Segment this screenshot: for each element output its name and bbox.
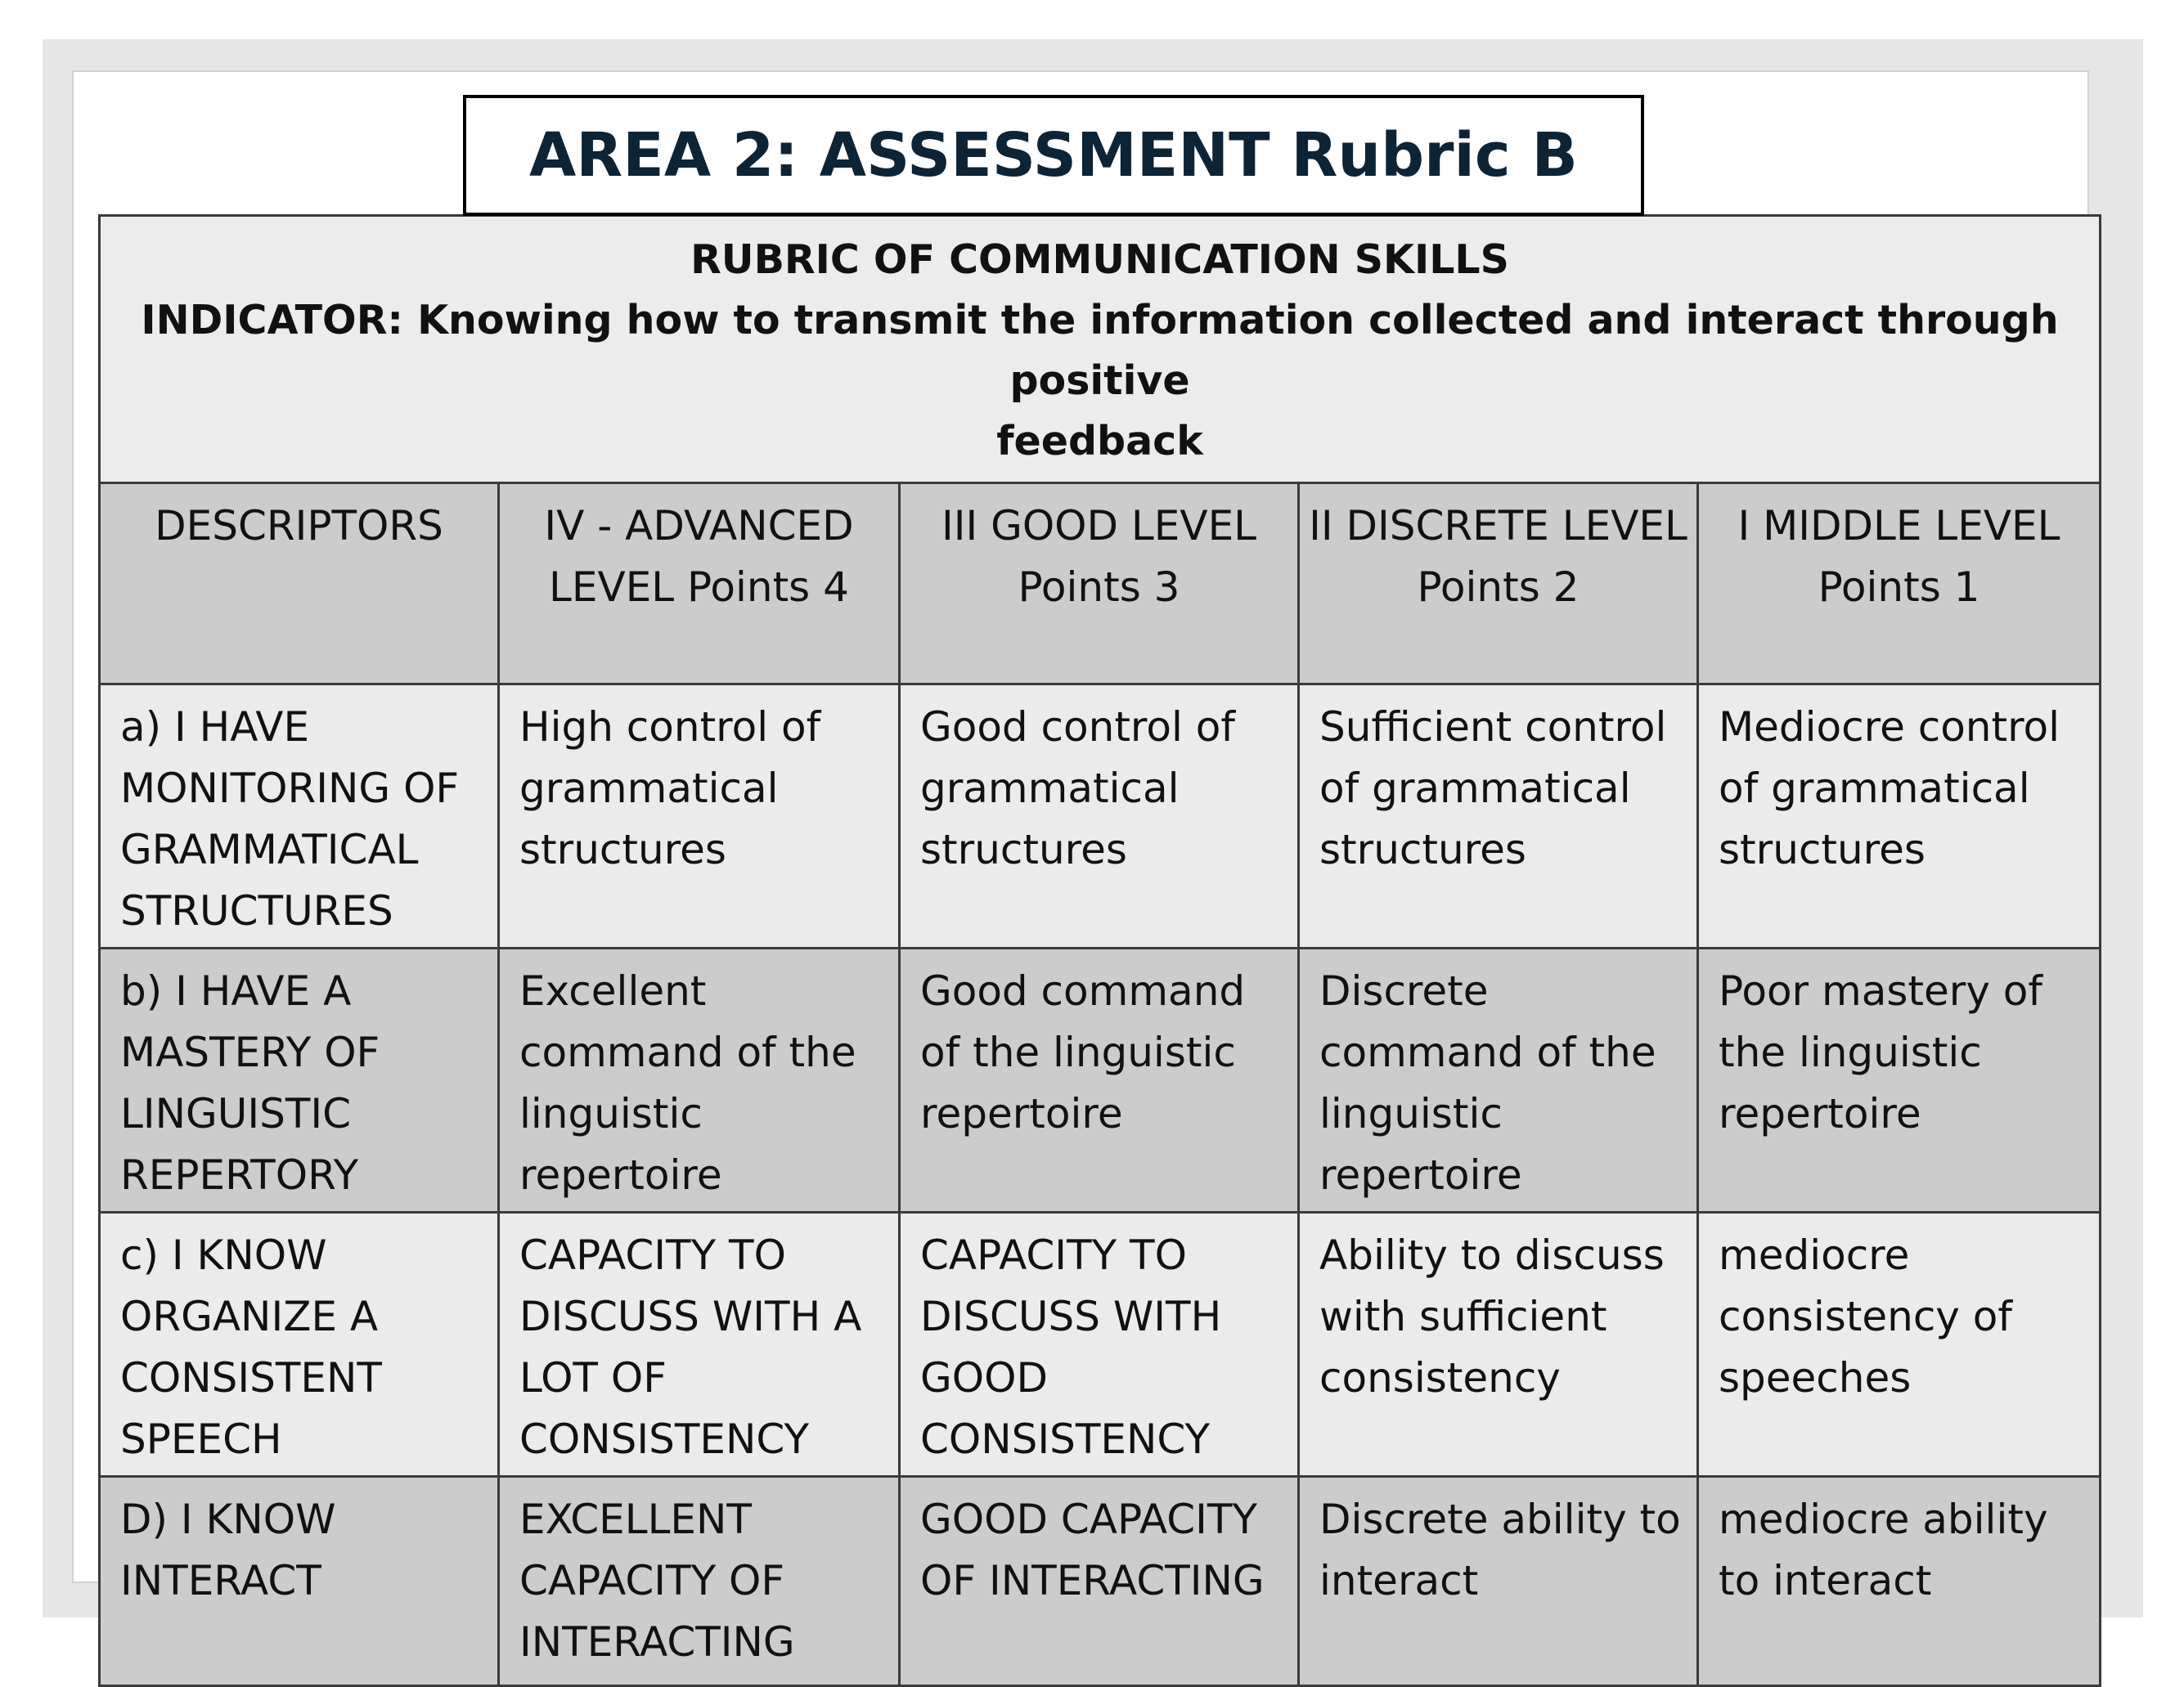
column-header-descriptors: DESCRIPTORS xyxy=(100,483,499,684)
good-cell: Good control of grammatical structures xyxy=(900,684,1299,949)
column-header-middle: I MIDDLE LEVEL Points 1 xyxy=(1698,483,2101,684)
good-cell: GOOD CAPACITY OF INTERACTING xyxy=(900,1477,1299,1686)
column-header-row xyxy=(100,483,2101,684)
advanced-cell: Excellent command of the linguistic repertoire xyxy=(499,949,900,1213)
discrete-cell: Ability to discuss with sufficient consistency xyxy=(1299,1213,1698,1477)
table-row xyxy=(100,684,2101,949)
middle-cell: mediocre consistency of speeches xyxy=(1698,1213,2101,1477)
good-cell: Good command of the linguistic repertoire xyxy=(900,949,1299,1213)
column-header-advanced: IV - ADVANCED LEVEL Points 4 xyxy=(499,483,900,684)
rubric-header-cell xyxy=(100,216,2101,483)
rubric-header-row xyxy=(100,216,2101,483)
title-box xyxy=(463,95,1644,216)
table-row xyxy=(100,949,2101,1213)
discrete-cell: Discrete ability to interact xyxy=(1299,1477,1698,1686)
middle-cell: Poor mastery of the linguistic repertoire xyxy=(1698,949,2101,1213)
rubric-table xyxy=(98,214,2101,1687)
advanced-cell: High control of grammatical structures xyxy=(499,684,900,949)
descriptor-cell: c) I KNOW ORGANIZE A CONSISTENT SPEECH xyxy=(100,1213,499,1477)
table-row xyxy=(100,1477,2101,1686)
table-row xyxy=(100,1213,2101,1477)
advanced-cell: CAPACITY TO DISCUSS WITH A LOT OF CONSISTENCY xyxy=(499,1213,900,1477)
descriptor-cell: D) I KNOW INTERACT xyxy=(100,1477,499,1686)
discrete-cell: Sufficient control of grammatical structures xyxy=(1299,684,1698,949)
middle-cell: Mediocre control of grammatical structures xyxy=(1698,684,2101,949)
advanced-cell: EXCELLENT CAPACITY OF INTERACTING xyxy=(499,1477,900,1686)
descriptor-cell: a) I HAVE MONITORING OF GRAMMATICAL STRUCTURES xyxy=(100,684,499,949)
good-cell: CAPACITY TO DISCUSS WITH GOOD CONSISTENCY xyxy=(900,1213,1299,1477)
indicator-line-1: INDICATOR: Knowing how to transmit the information collected and interact through positive xyxy=(141,297,2059,404)
page-title: AREA 2: ASSESSMENT Rubric B xyxy=(529,120,1578,191)
middle-cell: mediocre ability to interact xyxy=(1698,1477,2101,1686)
indicator-line-2: feedback xyxy=(996,418,1203,464)
column-header-discrete: II DISCRETE LEVEL Points 2 xyxy=(1299,483,1698,684)
discrete-cell: Discrete command of the linguistic repertoire xyxy=(1299,949,1698,1213)
column-header-good: III GOOD LEVEL Points 3 xyxy=(900,483,1299,684)
descriptor-cell: b) I HAVE A MASTERY OF LINGUISTIC REPERTORY xyxy=(100,949,499,1213)
rubric-heading: RUBRIC OF COMMUNICATION SKILLS xyxy=(690,236,1509,283)
